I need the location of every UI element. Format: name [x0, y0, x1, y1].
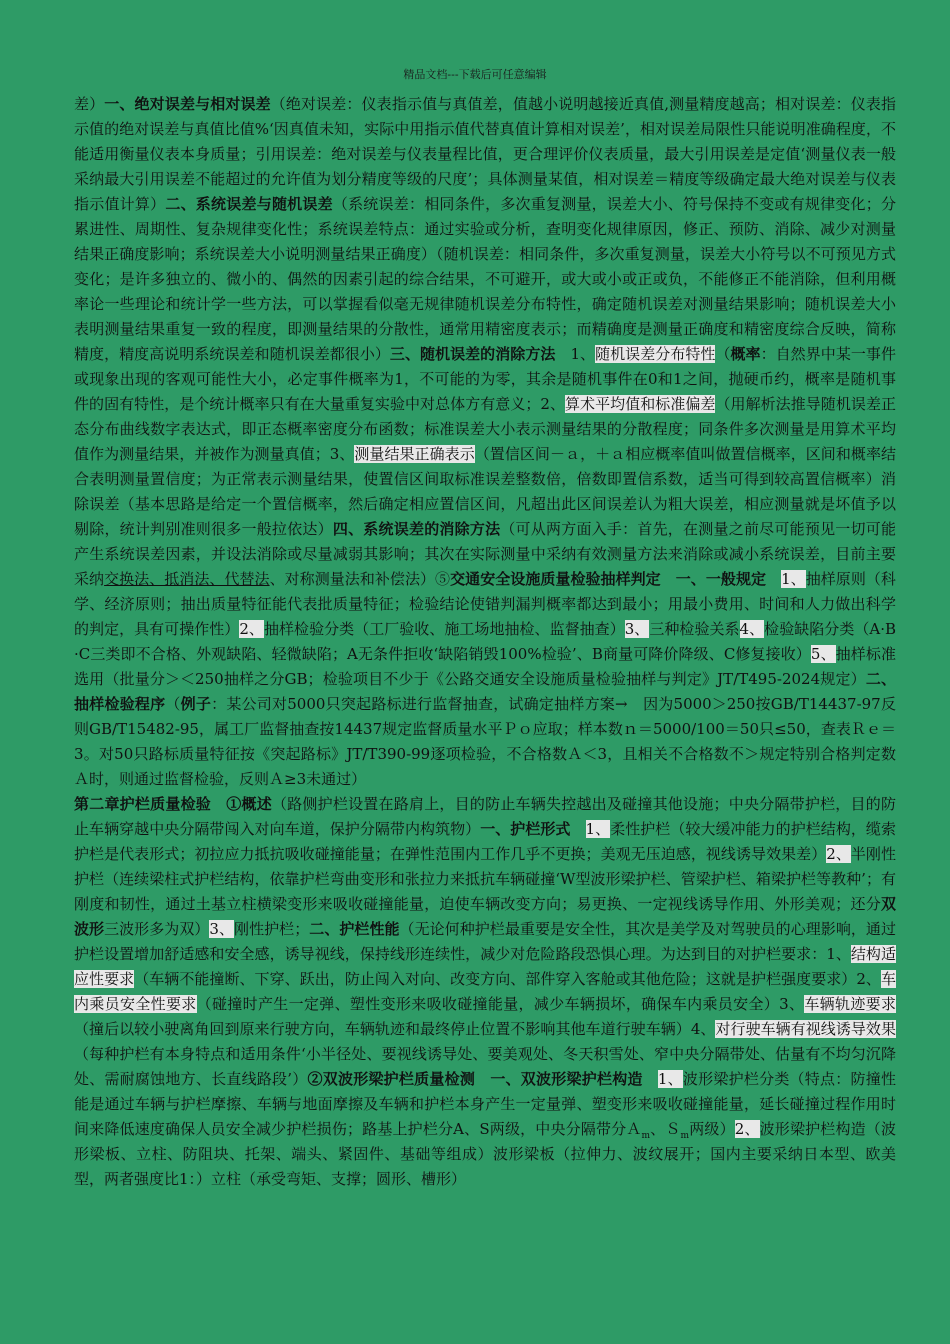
text-run: ：自然界中某一事件或现象出现的客观可能性大小，必定事件概率为1，不可能的为零，其余是随机事件在0和1之间，抛硬币约，概率是随机事件的固有特性，是个统计概率只有在大量重复实验中对总体方有意义；2、: [74, 345, 896, 413]
bold-heading: 二、抽样检验程序: [74, 670, 896, 713]
paragraph-measurement-errors: [74, 92, 896, 792]
text-run: 半刚性护栏（连续梁柱式护栏结构，依靠护栏弯曲变形和张拉力来抵抗车辆碰撞‘W型波形梁护栏、管梁护栏、箱梁护栏等教种’；有刚度和韧性，通过土基立柱横梁变形来吸收碰撞能量，迫使车辆改变方向；易更换、一定视线诱导作用、外形美观；还分: [74, 845, 896, 913]
text-run: 波形梁护栏构造（波形梁板、立柱、防阻块、托架、端头、紧固件、基础等组成）波形梁板（拉伸力、波纹展开；国内主要采纳日本型、欧美型，两者强度比1：）立柱（承受弯矩、支撑；圆形、槽形）: [74, 1120, 896, 1188]
text-run: [475, 1070, 490, 1088]
text-run: 波形梁护栏分类（特点：防撞性能是通过车辆与护栏摩擦、车辆与地面摩擦及车辆和护栏本身产生一定量弹、塑变形来吸收碰撞能量，延长碰撞过程作用时间来降低速度确保人员安全减少护栏损伤；路基上护栏分A、S两级，中央分隔带分Ａ: [74, 1070, 896, 1138]
highlighted-term: 2、: [734, 1120, 760, 1138]
text-run: [570, 820, 585, 838]
text-run: （碰撞时产生一定弹、塑性变形来吸收碰撞能量，减少车辆损坏，确保车内乘员安全）3、: [196, 995, 805, 1013]
bold-heading: ①概述: [226, 795, 272, 813]
text-run: 差）: [74, 95, 105, 113]
highlighted-term: 算术平均值和标准偏差: [565, 395, 716, 413]
text-run: （撞后以较小驶离角回到原来行驶方向，车辆轨迹和最终停止位置不影响其他车道行驶车辆）4、: [74, 1020, 716, 1038]
text-run: [643, 1070, 658, 1088]
text-run: 抽样原则（科学、经济原则；抽出质量特征能代表批质量特征；检验结论使错判漏判概率都达到最小；用最小费用、时间和人力做出科学的判定，具有可操作性）: [74, 570, 896, 638]
text-run: （: [165, 695, 181, 713]
highlighted-term: 3、: [624, 620, 650, 638]
bold-heading: 例子: [180, 695, 212, 713]
bold-heading: 二、护栏性能: [309, 920, 400, 938]
bold-heading: 三、随机误差的消除方法: [389, 345, 556, 363]
text-run: （绝对误差：仪表指示值与真值差，值越小说明越接近真值,测量精度越高；相对误差：仪表指示值的绝对误差与真值比值%‘因真值未知，实际中用指示值代替真值计算相对误差’，相对误差局限性只能说明准确程度，不能适用衡量仪表本身质量；引用误差：绝对误差与仪表量程比值，更合理评价仪表质量，最大引用误差是定值‘测量仪表一般采纳最大引用误差不能超过的允许值为划分精度等级的尺度’；具体测量某值，相对误差＝精度等级确定最大绝对误差与仪表指示值计算）: [74, 95, 896, 213]
text-run: （: [715, 345, 731, 363]
text-run: 三种检验关系: [649, 620, 740, 638]
text-run: 1、: [555, 345, 596, 363]
highlighted-term: 1、: [585, 820, 611, 838]
highlighted-term: 4、: [739, 620, 765, 638]
paragraph-guardrail-inspection: [74, 792, 896, 1192]
highlighted-term: 3、: [209, 920, 235, 938]
bold-heading: 一、护栏形式: [480, 820, 571, 838]
bold-heading: 交通安全设施质量检验抽样判定: [450, 570, 661, 588]
text-run: 抽样标准选用（批量分＞＜250抽样之分GB；检验项目不少于《公路交通安全设施质量检验抽样与判定》JT/T495-2024规定）: [74, 645, 896, 688]
text-run: [766, 570, 781, 588]
text-run: 、Ｓ: [650, 1120, 681, 1138]
bold-heading: 双波形: [74, 895, 896, 938]
underlined-text: 交换法、抵消法、代替法: [104, 570, 270, 588]
highlighted-term: 车内乘员安全性要求: [74, 970, 896, 1013]
bold-heading: 一、绝对误差与相对误差: [104, 95, 271, 113]
bold-heading: 概率: [730, 345, 761, 363]
text-run: （系统误差：相同条件，多次重复测量，误差大小、符号保持不变或有规律变化；分累进性、周期性、复杂规律变化性；系统误差特点：通过实验或分析，查明变化规律原因，修正、预防、消除、减少对测量结果正确度影响；系统误差大小说明测量结果正确度）（随机误差：相同条件，多次重复测量，误差大小符号以不可预见方式变化；是许多独立的、微小的、偶然的因素引起的综合结果，不可避开，或大或小或正或负，不能修正不能消除，但利用概率论一些理论和统计学一些方法，可以掌握看似毫无规律随机误差分布特性，确定随机误差对测量结果影响；随机误差大小表明测量结果重复一致的程度，即测量结果的分散性，通常用精密度表示；而精确度是测量正确度和精密度综合反映，简称精度，精度高说明系统误差和随机误差都很小）: [74, 195, 896, 363]
highlighted-term: 2、: [826, 845, 851, 863]
text-run: 、对称测量法和补偿法）⑤: [269, 570, 451, 588]
text-run: 两级）: [689, 1120, 735, 1138]
text-run: [211, 795, 226, 813]
text-run: （每种护栏有本身特点和适用条件‘小半径处、要视线诱导处、要美观处、冬天积雪处、窄中央分隔带处、估量有不均匀沉降处、需耐腐蚀地方、长直线路段’）: [74, 1045, 896, 1088]
text-run: （车辆不能撞断、下穿、跃出，防止闯入对向、改变方向、部件穿入客舱或其他危险；这就是护栏强度要求）2、: [134, 970, 881, 988]
highlighted-term: 车辆轨迹要求: [804, 995, 896, 1013]
bold-heading: 一、一般规定: [675, 570, 767, 588]
text-run: （置信区间－ａ，＋ａ相应概率值叫做置信概率，区间和概率结合表明测量置信度；为正常表示测量结果，使置信区间取标准误差整数倍，倍数即置信系数，适当可得到较高置信概率）消除误差（基本思路是给定一个置信概率，然后确定相应置信区间，凡超出此区间误差认为粗大误差，相应测量就是坏值予以剔除，统计判别准则很多一般拉依达）: [74, 445, 896, 538]
highlighted-term: 测量结果正确表示: [354, 445, 475, 463]
bold-heading: 二、系统误差与随机误差: [165, 195, 333, 213]
subscript: m: [641, 1131, 651, 1141]
bold-heading: 四、系统误差的消除方法: [332, 520, 501, 538]
highlighted-term: 5、: [810, 645, 836, 663]
document-body: [74, 92, 896, 1192]
highlighted-term: 结构适应性要求: [74, 945, 896, 988]
text-run: 抽样检验分类（工厂验收、施工场地抽检、监督抽查）: [263, 620, 625, 638]
text-run: 检验缺陷分类（A·B·C三类即不合格、外观缺陷、轻微缺陷；A无条件拒收‘缺陷销毁100%检验’、B商量可降价降级、C修复接收）: [74, 620, 896, 663]
bold-heading: ②双波形梁护栏质量检测: [307, 1070, 476, 1088]
highlighted-term: 2、: [239, 620, 264, 638]
highlighted-term: 随机误差分布特性: [595, 345, 716, 363]
page-header: 精品文档---下载后可任意编辑: [403, 68, 547, 81]
text-run: （可从两方面入手：首先，在测量之前尽可能预见一切可能产生系统误差因素，并设法消除或尽量减弱其影响；其次在实际测量中采纳有效测量方法来消除或减小系统误差，目前主要采纳: [74, 520, 896, 588]
highlighted-term: 对行驶车辆有视线诱导效果: [715, 1020, 896, 1038]
text-run: 刚性护栏；: [234, 920, 310, 938]
text-run: （路侧护栏设置在路肩上，目的防止车辆失控越出及碰撞其他设施；中央分隔带护栏，目的防止车辆穿越中央分隔带闯入对向车道，保护分隔带内构筑物）: [74, 795, 896, 838]
subscript: m: [680, 1131, 690, 1141]
highlighted-term: 1、: [657, 1070, 683, 1088]
text-run: 柔性护栏（较大缓冲能力的护栏结构，缆索护栏是代表形式；初拉应力抵抗吸收碰撞能量；在弹性范围内工作几乎不更换；美观无压迫感，视线诱导效果差）: [74, 820, 896, 863]
text-run: （无论何种护栏最重要是安全性，其次是美学及对驾驶员的心理影响，通过护栏设置增加舒适感和安全感，诱导视线，保持线形连续性，减少对危险路段恐惧心理。为达到目的对护栏要求：1、: [74, 920, 896, 963]
highlighted-term: 1、: [781, 570, 806, 588]
bold-heading: 一、双波形梁护栏构造: [490, 1070, 643, 1088]
text-run: ：某公司对5000只突起路标进行监督抽查，试确定抽样方案→ 因为5000＞250按GB/T14437-97反则GB/T15482-95，属工厂监督抽查按14437规定监督质量水平Ｐｏ应取；样本数ｎ＝5000/100＝50只≤50，查表Ｒｅ＝3。对50只路标质量特征按《突起路标》JT/T390-99逐项检验，不合格数Ａ＜3，且相关不合格数不＞规定特别合格判定数Ａ时，则通过监督检验，反则Ａ≥3未通过）: [74, 695, 896, 788]
bold-heading: 第二章护栏质量检验: [74, 795, 212, 813]
text-run: 三波形多为双）: [104, 920, 210, 938]
text-run: [661, 570, 676, 588]
text-run: （用解析法推导随机误差正态分布曲线数字表达式，即正态概率密度分布函数；标准误差大小表示测量结果的分散程度；同条件多次测量是用算术平均值作为测量结果，并被作为测量真值；3、: [74, 395, 896, 463]
